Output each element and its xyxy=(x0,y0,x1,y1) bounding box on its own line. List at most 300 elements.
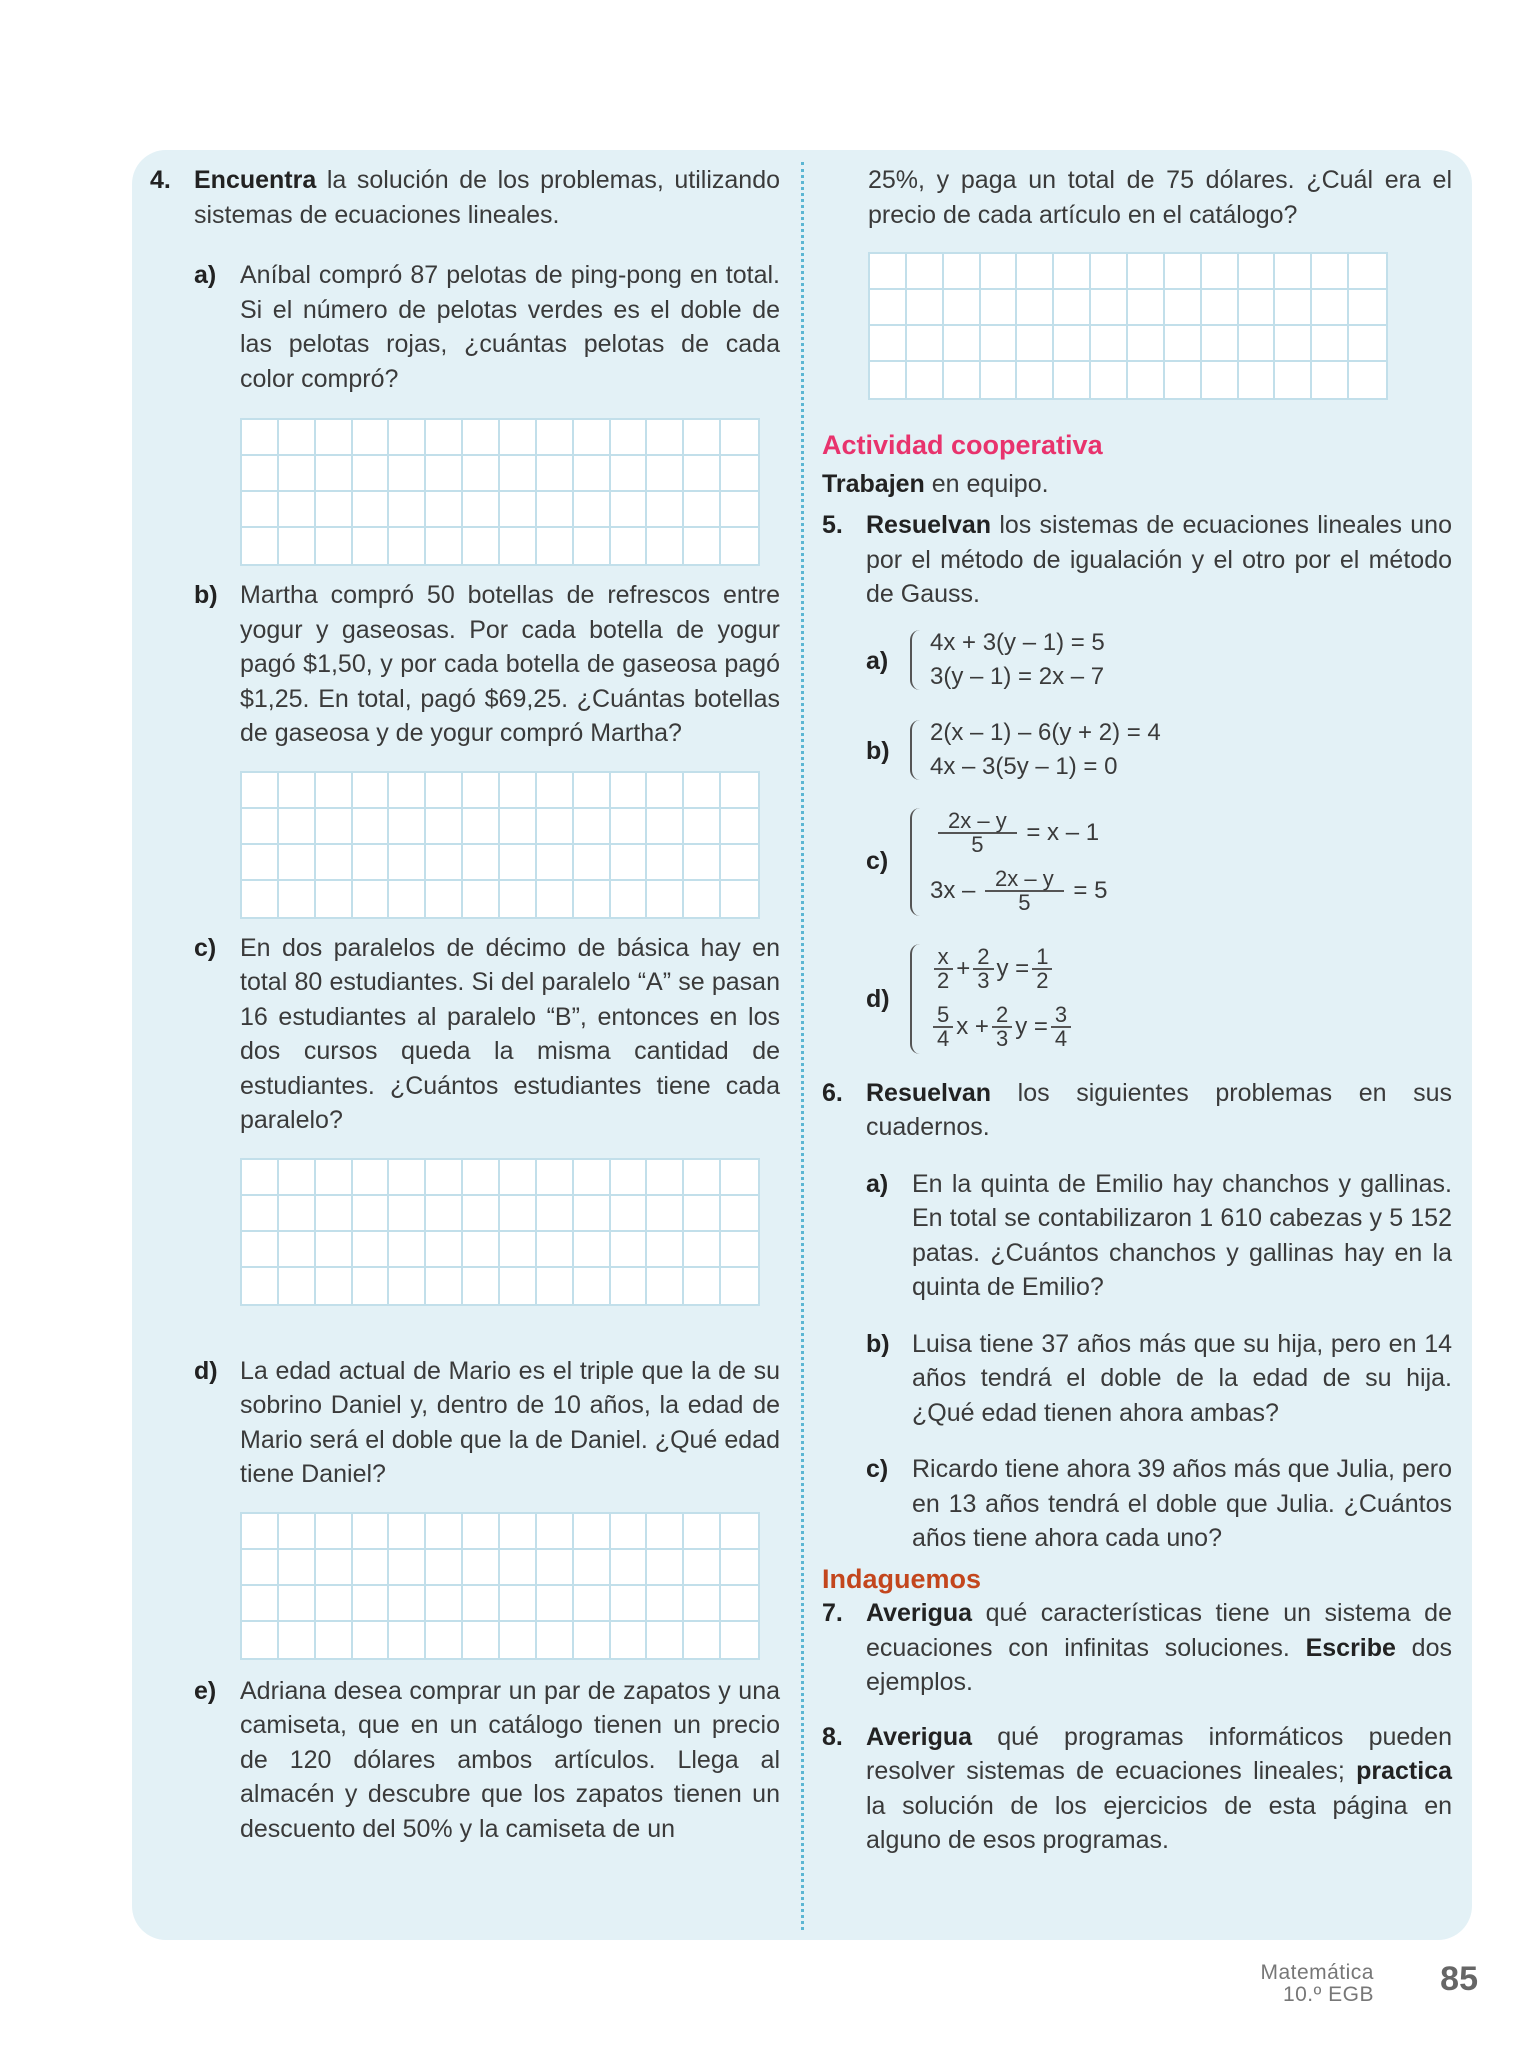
grid-cell[interactable] xyxy=(353,456,390,492)
grid-cell[interactable] xyxy=(684,420,721,456)
grid-cell[interactable] xyxy=(279,1268,316,1304)
grid-cell[interactable] xyxy=(1091,290,1128,326)
grid-cell[interactable] xyxy=(721,492,758,528)
answer-grid-4d[interactable] xyxy=(240,1512,760,1660)
grid-cell[interactable] xyxy=(353,1550,390,1586)
grid-cell[interactable] xyxy=(1165,362,1202,398)
grid-cell[interactable] xyxy=(647,773,684,809)
grid-cell[interactable] xyxy=(316,1268,353,1304)
grid-cell[interactable] xyxy=(647,528,684,564)
grid-cell[interactable] xyxy=(316,881,353,917)
grid-cell[interactable] xyxy=(870,290,907,326)
instruction-text: la solución de los problemas, utilizando sistemas de ecuaciones lineales. xyxy=(194,166,780,229)
grid-cell[interactable] xyxy=(500,1586,537,1622)
grid-cell[interactable] xyxy=(1017,290,1054,326)
grid-cell[interactable] xyxy=(721,1622,758,1658)
grid-cell[interactable] xyxy=(389,773,426,809)
grid-cell[interactable] xyxy=(500,1622,537,1658)
grid-cell[interactable] xyxy=(353,492,390,528)
grid-cell[interactable] xyxy=(647,1232,684,1268)
grid-cell[interactable] xyxy=(537,1268,574,1304)
grid-cell[interactable] xyxy=(537,456,574,492)
grid-cell[interactable] xyxy=(684,456,721,492)
grid-cell[interactable] xyxy=(574,1550,611,1586)
grid-cell[interactable] xyxy=(242,845,279,881)
grid-cell[interactable] xyxy=(316,1550,353,1586)
grid-cell[interactable] xyxy=(721,420,758,456)
grid-cell[interactable] xyxy=(611,456,648,492)
grid-cell[interactable] xyxy=(647,456,684,492)
grid-cell[interactable] xyxy=(500,492,537,528)
grid-cell[interactable] xyxy=(463,528,500,564)
answer-grid-4e[interactable] xyxy=(868,252,1388,400)
grid-cell[interactable] xyxy=(463,773,500,809)
grid-cell[interactable] xyxy=(647,1550,684,1586)
answer-grid-4c[interactable] xyxy=(240,1158,760,1306)
grid-cell[interactable] xyxy=(721,1232,758,1268)
grid-cell[interactable] xyxy=(279,1196,316,1232)
grid-cell[interactable] xyxy=(1091,362,1128,398)
grid-cell[interactable] xyxy=(574,1160,611,1196)
grid-cell[interactable] xyxy=(242,1550,279,1586)
grid-cell[interactable] xyxy=(279,845,316,881)
grid-cell[interactable] xyxy=(721,528,758,564)
section-title-cooperative: Actividad cooperativa xyxy=(822,430,1103,460)
grid-cell[interactable] xyxy=(500,456,537,492)
grid-cell[interactable] xyxy=(316,773,353,809)
item-label: a) xyxy=(866,646,889,675)
grid-cell[interactable] xyxy=(684,773,721,809)
grid-cell[interactable] xyxy=(316,456,353,492)
grid-cell[interactable] xyxy=(353,881,390,917)
grid-cell[interactable] xyxy=(1275,254,1312,290)
grid-cell[interactable] xyxy=(242,881,279,917)
grid-cell[interactable] xyxy=(389,528,426,564)
item-label: c) xyxy=(866,1455,889,1483)
grid-cell[interactable] xyxy=(907,254,944,290)
grid-cell[interactable] xyxy=(1349,362,1386,398)
grid-cell[interactable] xyxy=(721,881,758,917)
grid-cell[interactable] xyxy=(537,1160,574,1196)
grid-cell[interactable] xyxy=(537,1514,574,1550)
grid-cell[interactable] xyxy=(1128,254,1165,290)
grid-cell[interactable] xyxy=(389,1268,426,1304)
grid-cell[interactable] xyxy=(870,362,907,398)
grid-cell[interactable] xyxy=(389,1550,426,1586)
grid-cell[interactable] xyxy=(684,1232,721,1268)
grid-cell[interactable] xyxy=(684,492,721,528)
grid-cell[interactable] xyxy=(500,1160,537,1196)
grid-cell[interactable] xyxy=(611,881,648,917)
grid-cell[interactable] xyxy=(463,1160,500,1196)
problem-4e-continuation xyxy=(778,163,1452,232)
grid-cell[interactable] xyxy=(907,362,944,398)
grid-cell[interactable] xyxy=(500,1268,537,1304)
grid-cell[interactable] xyxy=(242,456,279,492)
grid-cell[interactable] xyxy=(1017,326,1054,362)
grid-cell[interactable] xyxy=(574,492,611,528)
grid-cell[interactable] xyxy=(684,1586,721,1622)
grid-cell[interactable] xyxy=(944,254,981,290)
grid-cell[interactable] xyxy=(537,492,574,528)
grid-cell[interactable] xyxy=(611,1196,648,1232)
grid-cell[interactable] xyxy=(574,1514,611,1550)
grid-cell[interactable] xyxy=(1312,326,1349,362)
grid-cell[interactable] xyxy=(721,1160,758,1196)
grid-cell[interactable] xyxy=(721,456,758,492)
grid-cell[interactable] xyxy=(316,528,353,564)
grid-cell[interactable] xyxy=(426,1514,463,1550)
grid-cell[interactable] xyxy=(463,1268,500,1304)
grid-cell[interactable] xyxy=(279,1160,316,1196)
grid-cell[interactable] xyxy=(537,809,574,845)
grid-cell[interactable] xyxy=(907,290,944,326)
grid-cell[interactable] xyxy=(389,1622,426,1658)
grid-cell[interactable] xyxy=(721,1514,758,1550)
grid-cell[interactable] xyxy=(1312,290,1349,326)
grid-cell[interactable] xyxy=(647,1268,684,1304)
answer-grid-4a[interactable] xyxy=(240,418,760,566)
grid-cell[interactable] xyxy=(574,1232,611,1268)
grid-cell[interactable] xyxy=(1054,254,1091,290)
grid-cell[interactable] xyxy=(353,1232,390,1268)
grid-cell[interactable] xyxy=(574,1622,611,1658)
grid-cell[interactable] xyxy=(316,1232,353,1268)
grid-cell[interactable] xyxy=(611,1268,648,1304)
grid-cell[interactable] xyxy=(537,420,574,456)
grid-cell[interactable] xyxy=(389,456,426,492)
grid-cell[interactable] xyxy=(279,809,316,845)
grid-cell[interactable] xyxy=(611,420,648,456)
grid-cell[interactable] xyxy=(279,881,316,917)
system-5d xyxy=(822,940,1452,1058)
grid-cell[interactable] xyxy=(1275,326,1312,362)
grid-cell[interactable] xyxy=(684,1160,721,1196)
grid-cell[interactable] xyxy=(389,881,426,917)
grid-cell[interactable] xyxy=(389,1196,426,1232)
grid-cell[interactable] xyxy=(574,1268,611,1304)
grid-cell[interactable] xyxy=(426,1622,463,1658)
instruction-verb: Averigua xyxy=(866,1599,973,1627)
grid-cell[interactable] xyxy=(1091,254,1128,290)
grid-cell[interactable] xyxy=(611,1622,648,1658)
grid-cell[interactable] xyxy=(353,1160,390,1196)
grid-cell[interactable] xyxy=(426,1196,463,1232)
grid-cell[interactable] xyxy=(647,420,684,456)
grid-cell[interactable] xyxy=(353,1196,390,1232)
grid-cell[interactable] xyxy=(500,809,537,845)
grid-cell[interactable] xyxy=(981,326,1018,362)
grid-cell[interactable] xyxy=(944,326,981,362)
grid-cell[interactable] xyxy=(1312,254,1349,290)
grid-cell[interactable] xyxy=(1349,290,1386,326)
grid-cell[interactable] xyxy=(279,456,316,492)
grid-cell[interactable] xyxy=(500,1232,537,1268)
grid-cell[interactable] xyxy=(721,773,758,809)
grid-cell[interactable] xyxy=(1239,254,1276,290)
grid-cell[interactable] xyxy=(389,845,426,881)
grid-cell[interactable] xyxy=(353,1268,390,1304)
grid-cell[interactable] xyxy=(279,773,316,809)
grid-cell[interactable] xyxy=(870,326,907,362)
grid-cell[interactable] xyxy=(907,326,944,362)
grid-cell[interactable] xyxy=(316,1160,353,1196)
grid-cell[interactable] xyxy=(537,1550,574,1586)
grid-cell[interactable] xyxy=(981,290,1018,326)
grid-cell[interactable] xyxy=(463,845,500,881)
grid-cell[interactable] xyxy=(1054,326,1091,362)
grid-cell[interactable] xyxy=(611,492,648,528)
grid-cell[interactable] xyxy=(279,1622,316,1658)
grid-cell[interactable] xyxy=(426,420,463,456)
grid-cell[interactable] xyxy=(574,528,611,564)
grid-cell[interactable] xyxy=(1239,290,1276,326)
grid-cell[interactable] xyxy=(426,845,463,881)
grid-cell[interactable] xyxy=(426,528,463,564)
grid-cell[interactable] xyxy=(537,1586,574,1622)
problem-text: Luisa tiene 37 años más que su hija, pero en 14 años tendrá el doble de la edad de su hija. ¿Qué edad tienen ahora ambas? xyxy=(912,1329,1452,1427)
grid-cell[interactable] xyxy=(537,845,574,881)
grid-cell[interactable] xyxy=(537,1232,574,1268)
grid-cell[interactable] xyxy=(242,420,279,456)
grid-cell[interactable] xyxy=(500,773,537,809)
grid-cell[interactable] xyxy=(500,1196,537,1232)
grid-cell[interactable] xyxy=(684,845,721,881)
item-label: e) xyxy=(194,1676,217,1705)
grid-cell[interactable] xyxy=(537,1622,574,1658)
grid-cell[interactable] xyxy=(647,881,684,917)
grid-cell[interactable] xyxy=(279,1514,316,1550)
grid-cell[interactable] xyxy=(353,845,390,881)
grid-cell[interactable] xyxy=(463,1586,500,1622)
grid-cell[interactable] xyxy=(574,1586,611,1622)
grid-cell[interactable] xyxy=(1349,254,1386,290)
grid-cell[interactable] xyxy=(316,1586,353,1622)
grid-cell[interactable] xyxy=(242,1268,279,1304)
grid-cell[interactable] xyxy=(353,773,390,809)
grid-cell[interactable] xyxy=(537,773,574,809)
grid-cell[interactable] xyxy=(647,1586,684,1622)
grade-level: 10.º EGB xyxy=(1282,1983,1374,2006)
grid-cell[interactable] xyxy=(1275,362,1312,398)
answer-grid-4b[interactable] xyxy=(240,771,760,919)
grid-cell[interactable] xyxy=(1128,290,1165,326)
grid-cell[interactable] xyxy=(721,845,758,881)
grid-cell[interactable] xyxy=(389,1514,426,1550)
grid-cell[interactable] xyxy=(1128,362,1165,398)
grid-cell[interactable] xyxy=(647,809,684,845)
grid-cell[interactable] xyxy=(463,1514,500,1550)
grid-cell[interactable] xyxy=(463,1622,500,1658)
grid-cell[interactable] xyxy=(721,809,758,845)
grid-cell[interactable] xyxy=(316,845,353,881)
grid-cell[interactable] xyxy=(1239,326,1276,362)
grid-cell[interactable] xyxy=(684,1268,721,1304)
grid-cell[interactable] xyxy=(242,528,279,564)
grid-cell[interactable] xyxy=(647,845,684,881)
instruction-verb: Trabajen xyxy=(822,469,925,498)
grid-cell[interactable] xyxy=(242,1586,279,1622)
grid-cell[interactable] xyxy=(981,254,1018,290)
grid-cell[interactable] xyxy=(611,773,648,809)
grid-cell[interactable] xyxy=(1202,254,1239,290)
grid-cell[interactable] xyxy=(463,420,500,456)
grid-cell[interactable] xyxy=(1054,290,1091,326)
grid-cell[interactable] xyxy=(684,1550,721,1586)
grid-cell[interactable] xyxy=(537,528,574,564)
grid-cell[interactable] xyxy=(684,528,721,564)
grid-cell[interactable] xyxy=(389,1160,426,1196)
grid-cell[interactable] xyxy=(279,1586,316,1622)
grid-cell[interactable] xyxy=(463,881,500,917)
instruction-text: qué programas informáticos pueden resolver sistemas de ecuaciones lineales; xyxy=(866,1722,1452,1785)
grid-cell[interactable] xyxy=(1239,362,1276,398)
grid-cell[interactable] xyxy=(611,1160,648,1196)
grid-cell[interactable] xyxy=(721,1550,758,1586)
grid-cell[interactable] xyxy=(574,881,611,917)
grid-cell[interactable] xyxy=(389,809,426,845)
grid-cell[interactable] xyxy=(316,1622,353,1658)
grid-cell[interactable] xyxy=(1017,362,1054,398)
grid-cell[interactable] xyxy=(426,492,463,528)
grid-cell[interactable] xyxy=(721,1268,758,1304)
grid-cell[interactable] xyxy=(242,1196,279,1232)
grid-cell[interactable] xyxy=(500,1514,537,1550)
grid-cell[interactable] xyxy=(870,254,907,290)
grid-cell[interactable] xyxy=(242,773,279,809)
grid-cell[interactable] xyxy=(316,492,353,528)
grid-cell[interactable] xyxy=(537,1196,574,1232)
grid-cell[interactable] xyxy=(353,1622,390,1658)
grid-cell[interactable] xyxy=(574,845,611,881)
grid-cell[interactable] xyxy=(500,528,537,564)
grid-cell[interactable] xyxy=(426,881,463,917)
grid-cell[interactable] xyxy=(944,290,981,326)
grid-cell[interactable] xyxy=(242,1160,279,1196)
grid-cell[interactable] xyxy=(389,1232,426,1268)
grid-cell[interactable] xyxy=(611,845,648,881)
grid-cell[interactable] xyxy=(611,1586,648,1622)
grid-cell[interactable] xyxy=(684,1514,721,1550)
grid-cell[interactable] xyxy=(463,456,500,492)
grid-cell[interactable] xyxy=(316,1196,353,1232)
grid-cell[interactable] xyxy=(611,528,648,564)
grid-cell[interactable] xyxy=(279,528,316,564)
grid-cell[interactable] xyxy=(242,1622,279,1658)
grid-cell[interactable] xyxy=(647,1514,684,1550)
grid-cell[interactable] xyxy=(1017,254,1054,290)
grid-cell[interactable] xyxy=(1349,326,1386,362)
grid-cell[interactable] xyxy=(647,492,684,528)
grid-cell[interactable] xyxy=(684,809,721,845)
grid-cell[interactable] xyxy=(463,1196,500,1232)
grid-cell[interactable] xyxy=(1165,254,1202,290)
grid-cell[interactable] xyxy=(426,1160,463,1196)
grid-cell[interactable] xyxy=(574,456,611,492)
grid-cell[interactable] xyxy=(537,881,574,917)
grid-cell[interactable] xyxy=(611,1232,648,1268)
grid-cell[interactable] xyxy=(1202,290,1239,326)
grid-cell[interactable] xyxy=(316,1514,353,1550)
grid-cell[interactable] xyxy=(1128,326,1165,362)
item-label: d) xyxy=(866,984,890,1013)
grid-cell[interactable] xyxy=(611,1550,648,1586)
grid-cell[interactable] xyxy=(279,1232,316,1268)
grid-cell[interactable] xyxy=(242,492,279,528)
grid-cell[interactable] xyxy=(574,420,611,456)
grid-cell[interactable] xyxy=(426,1586,463,1622)
grid-cell[interactable] xyxy=(500,845,537,881)
grid-cell[interactable] xyxy=(426,773,463,809)
grid-cell[interactable] xyxy=(611,809,648,845)
grid-cell[interactable] xyxy=(242,1232,279,1268)
grid-cell[interactable] xyxy=(279,492,316,528)
grid-cell[interactable] xyxy=(353,420,390,456)
grid-cell[interactable] xyxy=(353,1514,390,1550)
grid-cell[interactable] xyxy=(500,881,537,917)
grid-cell[interactable] xyxy=(316,809,353,845)
grid-cell[interactable] xyxy=(574,1196,611,1232)
grid-cell[interactable] xyxy=(426,1550,463,1586)
grid-cell[interactable] xyxy=(463,492,500,528)
problem-4d xyxy=(150,1354,780,1492)
grid-cell[interactable] xyxy=(463,1550,500,1586)
grid-cell[interactable] xyxy=(1165,290,1202,326)
grid-cell[interactable] xyxy=(426,809,463,845)
grid-cell[interactable] xyxy=(1091,326,1128,362)
grid-cell[interactable] xyxy=(242,1514,279,1550)
grid-cell[interactable] xyxy=(1275,290,1312,326)
grid-cell[interactable] xyxy=(1165,326,1202,362)
grid-cell[interactable] xyxy=(389,492,426,528)
grid-cell[interactable] xyxy=(1312,362,1349,398)
grid-cell[interactable] xyxy=(316,420,353,456)
grid-cell[interactable] xyxy=(721,1196,758,1232)
grid-cell[interactable] xyxy=(242,809,279,845)
grid-cell[interactable] xyxy=(1202,362,1239,398)
grid-cell[interactable] xyxy=(647,1196,684,1232)
grid-cell[interactable] xyxy=(1202,326,1239,362)
grid-cell[interactable] xyxy=(981,362,1018,398)
grid-cell[interactable] xyxy=(500,1550,537,1586)
grid-cell[interactable] xyxy=(353,528,390,564)
grid-cell[interactable] xyxy=(279,1550,316,1586)
grid-cell[interactable] xyxy=(574,809,611,845)
grid-cell[interactable] xyxy=(463,1232,500,1268)
grid-cell[interactable] xyxy=(647,1160,684,1196)
grid-cell[interactable] xyxy=(684,1622,721,1658)
grid-cell[interactable] xyxy=(353,1586,390,1622)
grid-cell[interactable] xyxy=(944,362,981,398)
grid-cell[interactable] xyxy=(500,420,537,456)
grid-cell[interactable] xyxy=(279,420,316,456)
problem-4e xyxy=(150,1674,780,1847)
grid-cell[interactable] xyxy=(574,773,611,809)
grid-cell[interactable] xyxy=(389,420,426,456)
grid-cell[interactable] xyxy=(611,1514,648,1550)
grid-cell[interactable] xyxy=(1054,362,1091,398)
grid-cell[interactable] xyxy=(647,1622,684,1658)
grid-cell[interactable] xyxy=(721,1586,758,1622)
grid-cell[interactable] xyxy=(353,809,390,845)
grid-cell[interactable] xyxy=(426,456,463,492)
grid-cell[interactable] xyxy=(389,1586,426,1622)
grid-cell[interactable] xyxy=(426,1232,463,1268)
grid-cell[interactable] xyxy=(684,881,721,917)
grid-cell[interactable] xyxy=(684,1196,721,1232)
grid-cell[interactable] xyxy=(463,809,500,845)
grid-cell[interactable] xyxy=(426,1268,463,1304)
